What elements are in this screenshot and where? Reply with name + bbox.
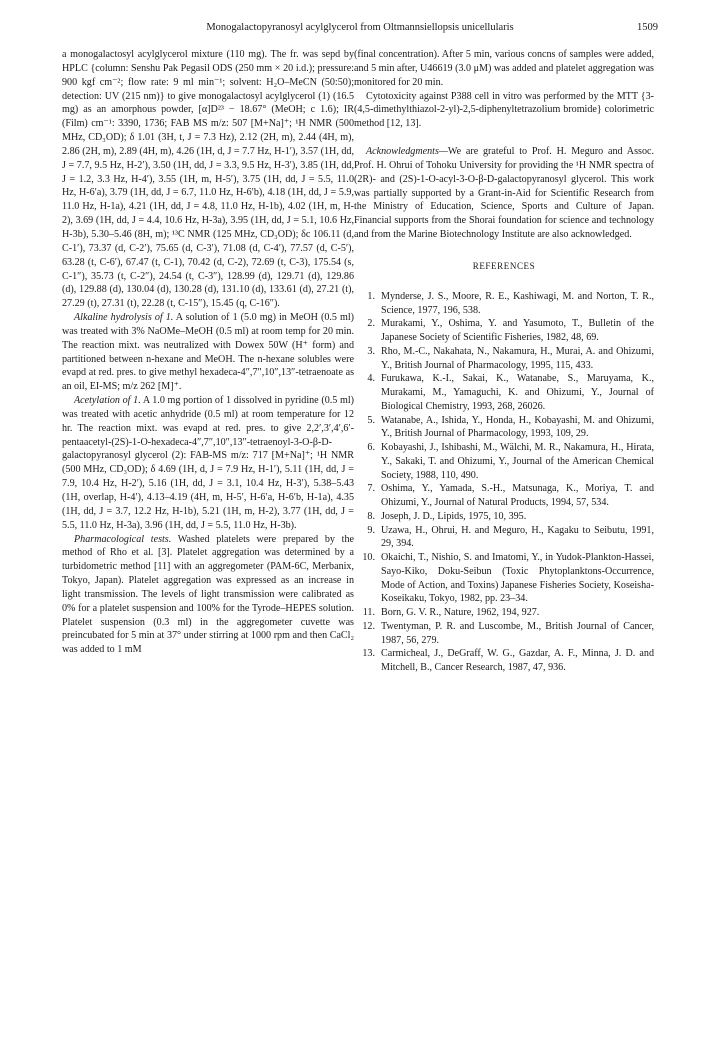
reference-text: Watanabe, A., Ishida, Y., Honda, H., Kobayashi, M. and Ohizumi, Y., British Journal of Pharmacology, 1993, 109, 29. — [381, 414, 654, 440]
reference-item — [354, 482, 654, 510]
pharmacological-tests-paragraph — [62, 533, 354, 658]
reference-item — [354, 441, 654, 482]
reference-number: 7. — [367, 483, 375, 495]
reference-item — [354, 620, 654, 648]
reference-text: Furukawa, K.-I., Sakai, K., Watanabe, S., Maruyama, K., Murakami, M., Yamaguchi, K. and Ohizumi, Y., Journal of Biological Chemistry, 1993, 268, 26026. — [381, 373, 654, 412]
reference-number: 1. — [367, 290, 375, 302]
reference-item — [354, 345, 654, 373]
continuation-paragraph: (final concentration). After 5 min, various concns of samples were added, and 5 min after, U46619 (3.0 μM) was added and platelet aggregation was monitored for 20 min. — [354, 49, 654, 88]
reference-number: 6. — [367, 442, 375, 454]
reference-text: Okaichi, T., Nishio, S. and Imatomi, Y., in Yudok-Plankton-Hassei, Sayo-Kiko, Doku-Seibun (Toxic Phytoplanktons-Occurrence, Mode of Action, and Toxins) Japanese Fisheries Society, Koseisha-Koseikaku, Tokyo, 1982, pp. 23–34. — [381, 552, 654, 605]
reference-text: Born, G. V. R., Nature, 1962, 194, 927. — [381, 607, 540, 619]
acknowledgments-paragraph — [354, 145, 654, 242]
running-header — [62, 22, 658, 36]
reference-text: Mynderse, J. S., Moore, R. E., Kashiwagi, M. and Norton, T. R., Science, 1977, 196, 538. — [381, 290, 654, 316]
reference-text: Uzawa, H., Ohrui, H. and Meguro, H., Kagaku to Seibutu, 1991, 29, 394. — [381, 524, 654, 550]
acetylation-heading: Acetylation of 1. — [74, 395, 141, 407]
right-column — [354, 48, 654, 675]
reference-item — [354, 551, 654, 606]
page-number: 1509 — [637, 22, 658, 33]
reference-number: 8. — [367, 510, 375, 522]
reference-item — [354, 372, 654, 413]
reference-item — [354, 606, 654, 620]
acetylation-paragraph — [62, 394, 354, 532]
reference-number: 11. — [362, 607, 375, 619]
reference-number: 9. — [367, 524, 375, 536]
pharmacological-tests-text: Washed platelets were prepared by the method of Rho et al. [3]. Platelet aggregation was determined by a turbidometric method [11] with an aggregometer (PAM-6C, Merbanix, Tokyo, Japan). Platelet aggregation was expressed as an increase in light transmission. The levels of light transmission were calibrated as 0% for a platelet suspension and 100% for the Tyrode–HEPES solution. Platelet suspension (0.3 ml) in the aggregometer cuvette was preincubated for 5 min at 37° under stirring at 1000 rpm and then CaCl₂ was added to 1 mM — [62, 533, 354, 656]
acknowledgments-heading: Acknowledgments— — [366, 146, 448, 158]
reference-list — [354, 290, 654, 675]
references-heading: REFERENCES — [472, 260, 536, 271]
reference-text: Murakami, Y., Oshima, Y. and Yasumoto, T., Bulletin of the Japanese Society of Scientific Fisheries, 1982, 48, 69. — [381, 318, 654, 344]
reference-number: 2. — [367, 318, 375, 330]
reference-number: 12. — [362, 620, 375, 632]
reference-item — [354, 317, 654, 345]
reference-item — [354, 647, 654, 675]
reference-item — [354, 290, 654, 318]
reference-number: 5. — [367, 414, 375, 426]
experimental-isolation-paragraph: a monogalactosyl acylglycerol mixture (110 mg). The fr. was sepd by HPLC {column: Senshu Pak Pegasil ODS (250 mm × 20 i.d.); pressure: 900 kgf cm⁻²; flow rate: 9 ml min⁻¹; solvent: H₂O–MeCN (50:50); detection: UV (215 nm)} to give monogalactosyl acylglycerol (1) (16.5 mg) as an amorphous powder, [α]D²³ − 18.67° (MeOH; c 1.6); IR (Film) cm⁻¹: 3390, 1736; FAB MS m/z: 507 [M+Na]⁺; ¹H NMR (500 MHz, CD₃OD); δ 1.01 (3H, t, J = 7.3 Hz), 2.12 (2H, m), 2.44 (4H, m), 2.86 (2H, m), 2.89 (4H, m), 4.26 (1H, d, J = 7.7 Hz, H-1′), 3.57 (1H, dd, J = 7.7, 9.5 Hz, H-2′), 3.50 (1H, dd, J = 3.3, 9.5 Hz, H-3′), 3.85 (1H, dd, J = 1.2, 3.3 Hz, H-4′), 3.55 (1H, m, H-5′), 3.75 (1H, dd, J = 5.5, 11.0 Hz, H-6′a), 3.79 (1H, dd, J = 6.7, 11.0 Hz, H-6′b), 4.18 (1H, dd, J = 5.9, 11.0 Hz, H-1a), 4.21 (1H, dd, J = 4.8, 11.0 Hz, H-1b), 4.02 (1H, m, H-2), 3.69 (1H, dd, J = 4.4, 10.6 Hz, H-3a), 3.95 (1H, dd, J = 5.1, 10.6 Hz, H-3b), 5.30–5.46 (8H, m); ¹³C NMR (125 MHz, CD₃OD); δc 106.11 (d, C-1′), 73.37 (d, C-2′), 75.65 (d, C-3′), 71.08 (d, C-4′), 77.57 (d, C-5′), 63.28 (t, C-6′), 67.47 (t, C-1), 70.42 (d, C-2), 72.69 (t, C-3), 175.54 (s, C-1″), 35.73 (t, C-2″), 24.54 (t, C-3″), 128.99 (d), 129.71 (d), 129.86 (d), 129.88 (d), 130.04 (d), 130.28 (d), 131.10 (d), 133.61 (d), 27.21 (t), 27.29 (t), 27.31 (t), 22.28 (t, C-15″), 15.45 (q, C-16″). — [62, 49, 354, 310]
acknowledgments-text: We are grateful to Prof. H. Meguro and Assoc. Prof. H. Ohrui of Tohoku University for providing the ¹H NMR spectra of (2R)- and (2S)-1-O-acyl-3-O-β-D-galactopyranosyl glycerol. This work was partially supported by a Grant-in-Aid for Scientific Research from the Ministry of Education, Science, Sports and Culture of Japan. Financial supports from the Shorai foundation for science and technology and from the Marine Biotechnology Institute are also acknowledged. — [354, 146, 654, 241]
alkaline-hydrolysis-heading: Alkaline hydrolysis of 1. — [74, 312, 174, 324]
reference-item — [354, 414, 654, 442]
alkaline-hydrolysis-paragraph — [62, 311, 354, 394]
cytotoxicity-paragraph: Cytotoxicity against P388 cell in vitro was performed by the MTT {3-(4,5-dimethylthiazol-2-yl)-2,5-diphenyltetrazolium bromide} colorimetric method [12, 13]. — [354, 90, 654, 130]
pharmacological-tests-heading: Pharmacological tests. — [74, 533, 172, 545]
reference-item — [354, 524, 654, 552]
reference-text: Twentyman, P. R. and Luscombe, M., British Journal of Cancer, 1987, 56, 279. — [381, 620, 654, 646]
reference-number: 3. — [367, 345, 375, 357]
acetylation-text: A 1.0 mg portion of 1 dissolved in pyridine (0.5 ml) was treated with acetic anhydride (0.5 ml) at room temperature for 12 hr. The reaction mixt. was evapd at red. pres. to give 2,2′,3′,4′,6′-pentaacetyl-(2S)-1-O-hexadeca-4″,7″,10″,13″-tetraenoyl-3-O-β-D-galactopyranosyl glycerol (2): FAB-MS m/z: 717 [M+Na]⁺; ¹H NMR (500 MHz, CD₃OD); δ 4.69 (1H, d, J = 7.9 Hz, H-1′), 5.11 (1H, dd, J = 7.9, 10.4 Hz, H-2′), 5.16 (1H, dd, J = 3.1, 10.4 Hz, H-3′), 5.38–5.43 (1H, overlap, H-4′), 4.13–4.19 (4H, m, H-5′, H-6′a, H-6′b, H-1a), 4.35 (1H, dd, J = 3.7, 12.2 Hz, H-1b), 5.21 (1H, m, H-2), 3.77 (1H, dd, J = 5.5, 11.0 Hz, H-3a), 3.96 (1H, dd, J = 5.5, 11.0 Hz, H-3b). — [62, 395, 354, 531]
alkaline-hydrolysis-text: A solution of 1 (5.0 mg) in MeOH (0.5 ml) was treated with 3% NaOMe–MeOH (0.5 ml) at room temp for 20 min. The reaction mixt. was neutralized with Dowex 50W (H⁺ form) and partitioned between n-hexane and MeOH. The n-hexane solubles were evapd at red. pres. to give methyl hexadeca-4″,7″,10″,13″-tetraenoate as an oil, EI-MS; m/z 262 [M]⁺. — [62, 312, 355, 393]
reference-text: Oshima, Y., Yamada, S.-H., Matsunaga, K., Moriya, T. and Ohizumi, Y., Journal of Natural Products, 1994, 57, 534. — [381, 483, 654, 509]
reference-number: 4. — [367, 373, 375, 385]
reference-text: Joseph, J. D., Lipids, 1975, 10, 395. — [381, 510, 527, 522]
running-title: Monogalactopyranosyl acylglycerol from Oltmannsiellopsis unicellularis — [206, 22, 514, 33]
left-column — [62, 48, 354, 657]
reference-text: Kobayashi, J., Ishibashi, M., Wälchi, M. R., Nakamura, H., Hirata, Y., Sakaki, T. and Ohizumi, Y., Journal of the American Chemical Society, 1988, 110, 490. — [381, 442, 654, 481]
reference-number: 13. — [362, 648, 375, 660]
reference-number: 10. — [362, 552, 375, 564]
reference-text: Carmicheal, J., DeGraff, W. G., Gazdar, A. F., Minna, J. D. and Mitchell, B., Cancer Research, 1987, 47, 936. — [381, 648, 654, 674]
reference-text: Rho, M.-C., Nakahata, N., Nakamura, H., Murai, A. and Ohizumi, Y., British Journal of Pharmacology, 1995, 115, 433. — [381, 345, 654, 371]
reference-item — [354, 510, 654, 524]
